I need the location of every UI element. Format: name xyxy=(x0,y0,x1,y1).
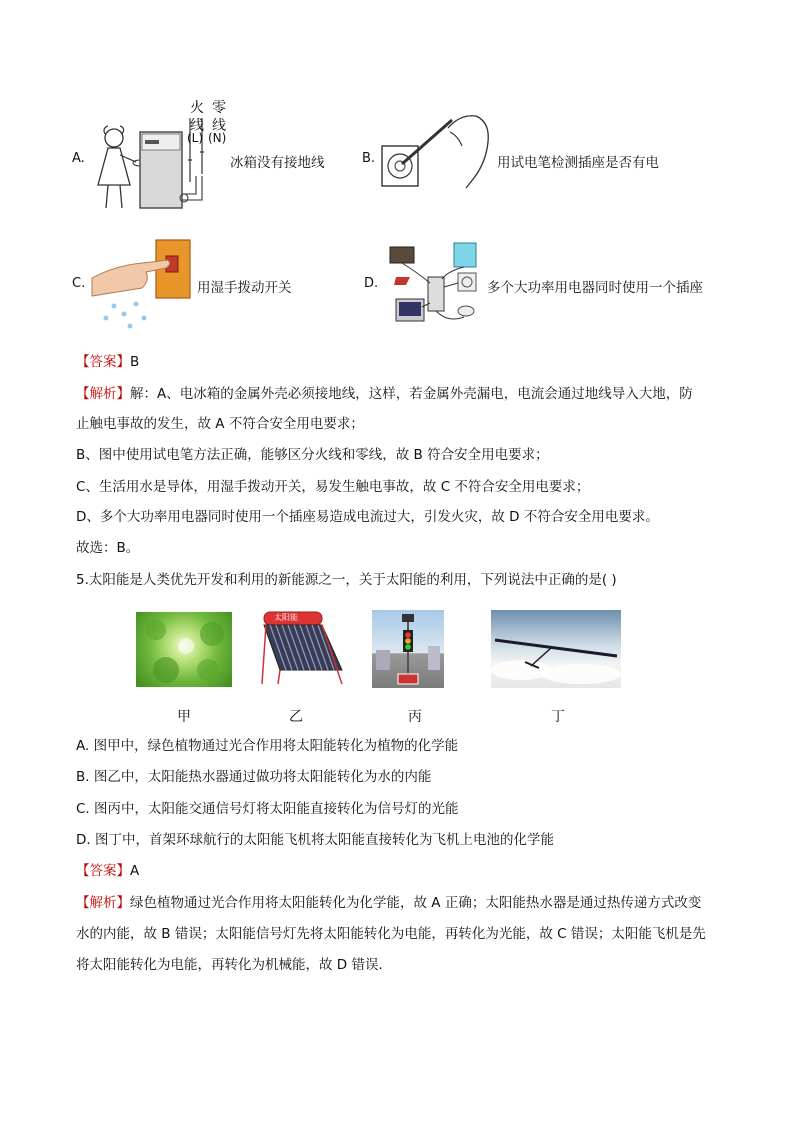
neutral-wire-code: (N) xyxy=(208,131,227,145)
solar-plane-image xyxy=(491,610,621,688)
option-b-letter: B. xyxy=(362,151,376,166)
option-c-letter: C. xyxy=(72,276,86,291)
q4-answer-tag: 【答案】 xyxy=(76,354,130,370)
neutral-wire-char2: 线 xyxy=(212,118,226,134)
q5-option-c: C. 图丙中，太阳能交通信号灯将太阳能直接转化为信号灯的光能 xyxy=(76,801,459,817)
q5-analysis-line-1 xyxy=(76,893,701,913)
fridge-illustration xyxy=(92,100,232,218)
live-wire-code: (L) xyxy=(187,131,204,145)
live-wire-char: 火 xyxy=(190,100,204,116)
live-wire-char2: 线 xyxy=(190,118,204,134)
q4-answer-line xyxy=(76,352,139,372)
option-d-text: 多个大功率用电器同时使用一个插座 xyxy=(487,280,703,296)
q5-answer-tag: 【答案】 xyxy=(76,863,130,879)
option-d-letter: D. xyxy=(364,276,379,291)
q5-option-d: D. 图丁中，首架环球航行的太阳能飞机将太阳能直接转化为飞机上电池的化学能 xyxy=(76,832,554,848)
q5-analysis-line-2: 水的内能，故 B 错误；太阳能信号灯先将太阳能转化为电能，再转化为光能，故 C 错误；太阳能飞机是先 xyxy=(76,926,706,942)
option-b-text: 用试电笔检测插座是否有电 xyxy=(497,155,659,171)
q5-answer-line xyxy=(76,861,139,881)
q5-stem: 5.太阳能是人类优先开发和利用的新能源之一，关于太阳能的利用，下列说法中正确的是( ) xyxy=(76,572,617,588)
q4-answer-value: B xyxy=(130,354,140,370)
option-a-text: 冰箱没有接地线 xyxy=(230,155,325,171)
q4-conclusion: 故选：B。 xyxy=(76,540,140,556)
q4-analysis-line-2: 止触电事故的发生，故 A 不符合安全用电要求； xyxy=(76,416,364,432)
q4-analysis-line-3: B、图中使用试电笔方法正确，能够区分火线和零线，故 B 符合安全用电要求； xyxy=(76,447,549,463)
q4-analysis-tag: 【解析】 xyxy=(76,386,130,402)
q5-analysis-tag: 【解析】 xyxy=(76,895,130,911)
q5-analysis-line-3: 将太阳能转化为电能，再转化为机械能，故 D 错误． xyxy=(76,957,392,973)
option-c-text: 用湿手拨动开关 xyxy=(197,280,292,296)
solar-traffic-light-image xyxy=(372,610,444,688)
image-label-ding: 丁 xyxy=(551,709,565,725)
wet-hand-switch-illustration xyxy=(90,238,194,330)
image-label-jia: 甲 xyxy=(177,709,191,725)
heater-sign: 太阳能 xyxy=(274,613,298,622)
q4-analysis-line-1 xyxy=(76,384,693,404)
q5-option-a: A. 图甲中，绿色植物通过光合作用将太阳能转化为植物的化学能 xyxy=(76,738,459,754)
image-label-bing: 丙 xyxy=(408,709,422,725)
option-a-letter: A. xyxy=(72,151,85,166)
q5-answer-value: A xyxy=(130,863,140,879)
plant-photosynthesis-image xyxy=(136,612,232,687)
q5-option-b: B. 图乙中，太阳能热水器通过做功将太阳能转化为水的内能 xyxy=(76,769,432,785)
solar-water-heater-image xyxy=(256,608,348,690)
image-label-yi: 乙 xyxy=(289,709,303,725)
q4-analysis-text-1: 解：A、电冰箱的金属外壳必须接地线，这样，若金属外壳漏电，电流会通过地线导入大地，防 xyxy=(130,386,693,402)
q4-analysis-line-4: C、生活用水是导体，用湿手拨动开关，易发生触电事故，故 C 不符合安全用电要求； xyxy=(76,479,590,495)
q4-analysis-line-5: D、多个大功率用电器同时使用一个插座易造成电流过大，引发火灾，故 D 不符合安全用电要求。 xyxy=(76,509,659,525)
overloaded-socket-illustration xyxy=(388,233,488,333)
q5-analysis-text-1: 绿色植物通过光合作用将太阳能转化为化学能，故 A 正确；太阳能热水器是通过热传递方式改变 xyxy=(130,895,702,911)
neutral-wire-char: 零 xyxy=(212,100,226,116)
test-pen-illustration xyxy=(378,112,498,194)
